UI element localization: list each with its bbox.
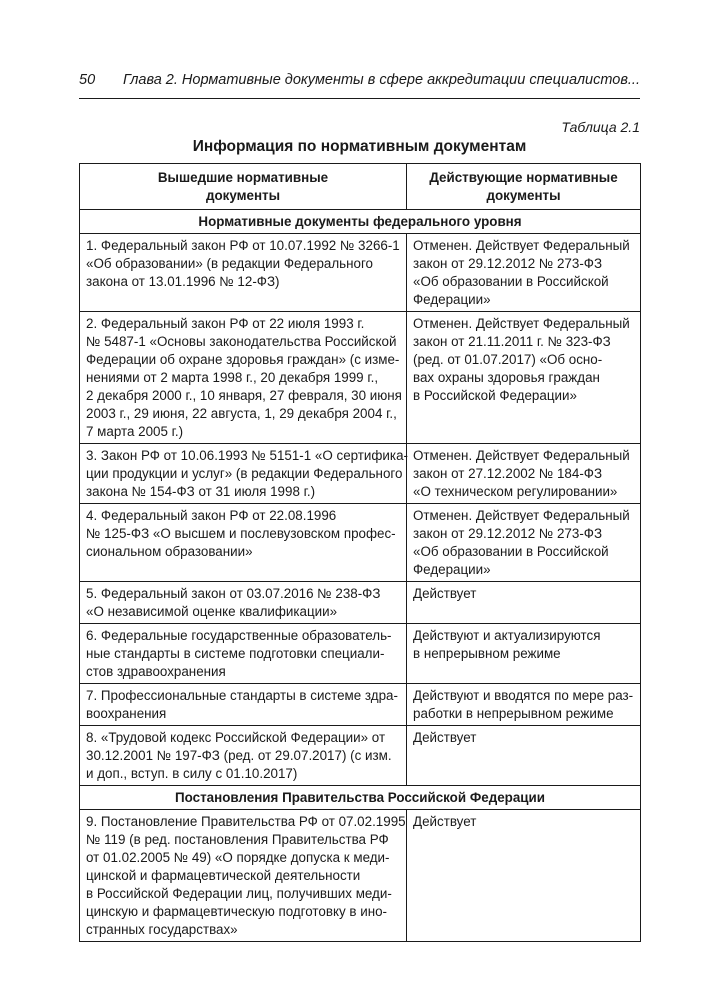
table-row — [80, 726, 641, 786]
current-document-cell — [407, 624, 641, 684]
cell-line: цинской и фармацевтической деятельности — [86, 868, 361, 883]
table-row — [80, 582, 641, 624]
current-document-cell — [407, 582, 641, 624]
current-document-cell — [407, 684, 641, 726]
cell-line: от 01.02.2005 № 49) «О порядке допуска к меди- — [86, 850, 390, 865]
expired-document-cell — [80, 312, 407, 444]
cell-line: нениями от 2 марта 1998 г., 20 декабря 1999 г., — [86, 370, 379, 385]
cell-line: 4. Федеральный закон РФ от 22.08.1996 — [86, 508, 337, 523]
cell-line: в Российской Федерации» — [413, 388, 577, 403]
column-header-expired: Вышедшие нормативные документы — [80, 164, 407, 210]
cell-line: Отменен. Действует Федеральный — [413, 448, 630, 463]
cell-line: Действуют и вводятся по мере раз- — [413, 688, 634, 703]
expired-document-cell — [80, 726, 407, 786]
cell-line: «О независимой оценке квалификации» — [86, 604, 338, 619]
cell-line: № 125-ФЗ «О высшем и послевузовском профес- — [86, 526, 396, 541]
cell-line: 3. Закон РФ от 10.06.1993 № 5151-1 «О сертифика- — [86, 448, 408, 463]
cell-line: Федерации об охране здоровья граждан» (с изме- — [86, 352, 400, 367]
section-row — [80, 210, 641, 234]
cell-line: 8. «Трудовой кодекс Российской Федерации» от — [86, 730, 386, 745]
cell-line: воохранения — [86, 706, 167, 721]
cell-line: 2 декабря 2000 г., 10 января, 27 февраля, 30 июня — [86, 388, 402, 403]
cell-line: 7. Профессиональные стандарты в системе здра- — [86, 688, 398, 703]
cell-line: ции продукции и услуг» (в редакции Федерального — [86, 466, 403, 481]
expired-document-cell — [80, 444, 407, 504]
column-header-current: Действующие нормативные документы — [407, 164, 641, 210]
cell-line: ные стандарты в системе подготовки специали- — [86, 646, 385, 661]
cell-line: странных государствах» — [86, 922, 238, 937]
header-row — [80, 164, 641, 210]
cell-line: сиональном образовании» — [86, 544, 253, 559]
expired-document-cell — [80, 624, 407, 684]
cell-line: Отменен. Действует Федеральный — [413, 508, 630, 523]
current-document-cell — [407, 234, 641, 312]
cell-line: цинскую и фармацевтическую подготовку в ино- — [86, 904, 388, 919]
running-header — [79, 72, 640, 99]
cell-line: Действует — [413, 730, 477, 745]
table-row — [80, 234, 641, 312]
cell-line: в Российской Федерации лиц, получивших меди- — [86, 886, 392, 901]
cell-line: стов здравоохранения — [86, 664, 226, 679]
cell-line: «Об образовании» (в редакции Федерального — [86, 256, 374, 271]
current-document-cell — [407, 504, 641, 582]
cell-line: 2003 г., 29 июня, 22 августа, 1, 29 декабря 2004 г., — [86, 406, 397, 421]
cell-line: закон от 21.11.2011 г. № 323-ФЗ — [413, 334, 611, 349]
cell-line: закона от 13.01.1996 № 12-ФЗ) — [86, 274, 280, 289]
cell-line: 7 марта 2005 г.) — [86, 424, 184, 439]
section-title: Нормативные документы федерального уровня — [80, 210, 641, 234]
cell-line: закон от 27.12.2002 № 184-ФЗ — [413, 466, 603, 481]
cell-line: № 119 (в ред. постановления Правительства РФ — [86, 832, 389, 847]
cell-line: 6. Федеральные государственные образователь- — [86, 628, 392, 643]
current-document-cell — [407, 726, 641, 786]
cell-line: «О техническом регулировании» — [413, 484, 618, 499]
table-row — [80, 312, 641, 444]
table-body — [80, 210, 641, 942]
cell-line: «Об образовании в Российской — [413, 274, 609, 289]
cell-line: закона № 154-ФЗ от 31 июля 1998 г.) — [86, 484, 316, 499]
current-document-cell — [407, 810, 641, 942]
chapter-title: Глава 2. Нормативные документы в сфере аккредитации специалистов... — [122, 72, 640, 88]
table-row — [80, 684, 641, 726]
table-row — [80, 810, 641, 942]
cell-line: вах охраны здоровья граждан — [413, 370, 600, 385]
cell-line: Действуют и актуализируются — [413, 628, 601, 643]
cell-line: Действует — [413, 586, 477, 601]
cell-line: 1. Федеральный закон РФ от 10.07.1992 № 3266-1 — [86, 238, 400, 253]
expired-document-cell — [80, 504, 407, 582]
cell-line: (ред. от 01.07.2017) «Об осно- — [413, 352, 603, 367]
page-number: 50 — [79, 72, 96, 88]
cell-line: в непрерывном режиме — [413, 646, 561, 661]
documents-table — [79, 163, 641, 942]
cell-line: 2. Федеральный закон РФ от 22 июля 1993 г. — [86, 316, 365, 331]
cell-line: закон от 29.12.2012 № 273-ФЗ — [413, 526, 603, 541]
expired-document-cell — [80, 582, 407, 624]
section-row — [80, 786, 641, 810]
table-header — [80, 164, 641, 210]
current-document-cell — [407, 312, 641, 444]
cell-line: Федерации» — [413, 562, 491, 577]
expired-document-cell — [80, 810, 407, 942]
cell-line: 30.12.2001 № 197-ФЗ (ред. от 29.07.2017) (с изм. — [86, 748, 392, 763]
cell-line: и доп., вступ. в силу с 01.10.2017) — [86, 766, 298, 781]
cell-line: закон от 29.12.2012 № 273-ФЗ — [413, 256, 603, 271]
cell-line: № 5487-1 «Основы законодательства Российской — [86, 334, 397, 349]
cell-line: работки в непрерывном режиме — [413, 706, 614, 721]
cell-line: Действует — [413, 814, 477, 829]
cell-line: Отменен. Действует Федеральный — [413, 316, 630, 331]
table-row — [80, 624, 641, 684]
expired-document-cell — [80, 684, 407, 726]
cell-line: Отменен. Действует Федеральный — [413, 238, 630, 253]
cell-line: Федерации» — [413, 292, 491, 307]
table-title: Информация по нормативным документам — [192, 138, 527, 155]
expired-document-cell — [80, 234, 407, 312]
section-title: Постановления Правительства Российской Федерации — [80, 786, 641, 810]
current-document-cell — [407, 444, 641, 504]
cell-line: «Об образовании в Российской — [413, 544, 609, 559]
table-row — [80, 504, 641, 582]
table-row — [80, 444, 641, 504]
cell-line: 5. Федеральный закон от 03.07.2016 № 238-ФЗ — [86, 586, 381, 601]
cell-line: 9. Постановление Правительства РФ от 07.02.1995 — [86, 814, 406, 829]
table-label: Таблица 2.1 — [561, 119, 640, 135]
